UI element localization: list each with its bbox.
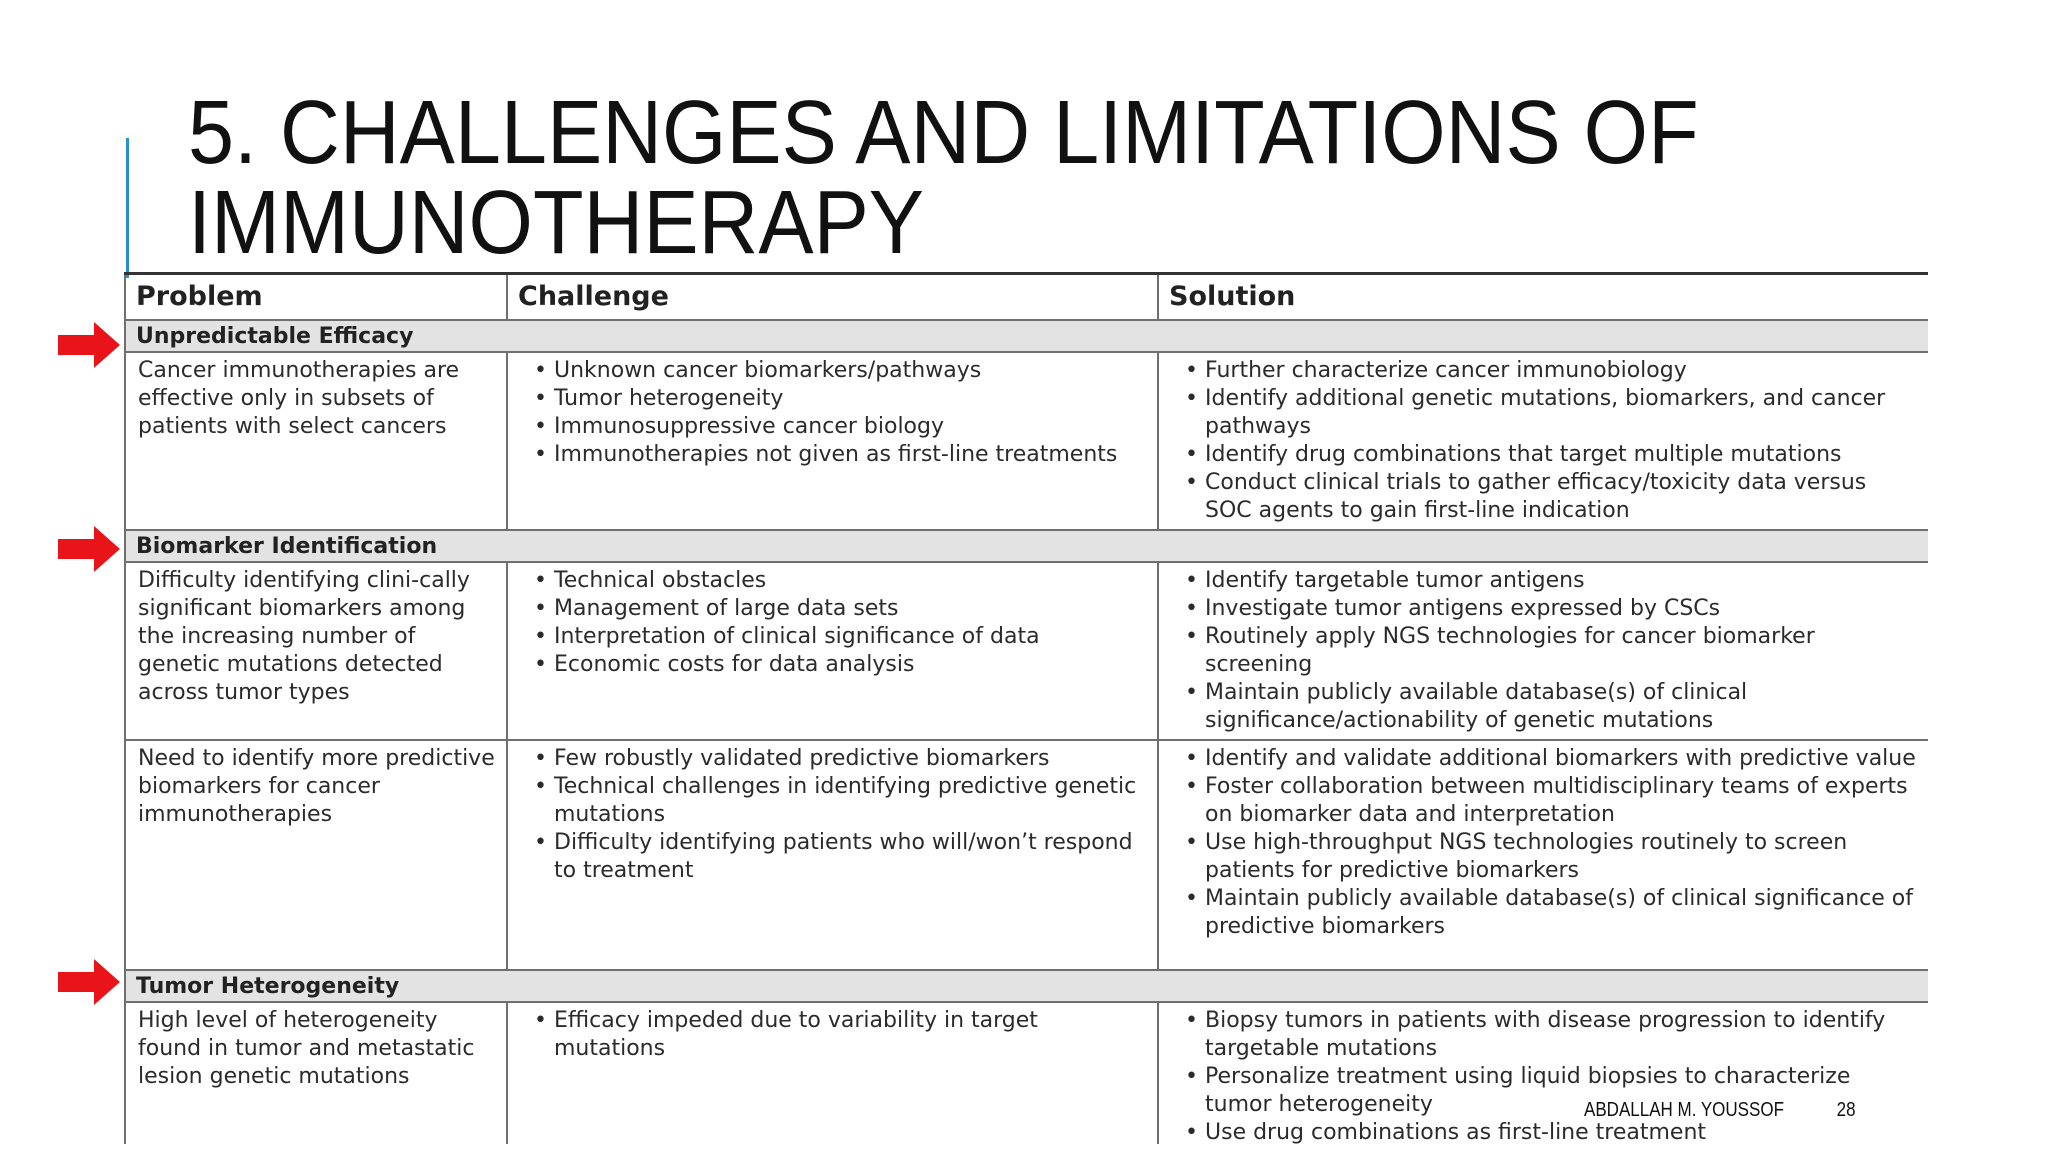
table-row xyxy=(125,562,1928,740)
header-solution: Solution xyxy=(1158,274,1928,320)
challenge-item: • Technical obstacles xyxy=(554,567,1147,595)
solution-item: • Foster collaboration between multidisciplinary teams of experts on biomarker data and interpretation xyxy=(1205,773,1918,829)
challenge-cell xyxy=(507,352,1158,530)
red-arrow-icon xyxy=(56,320,122,370)
challenge-item: • Technical challenges in identifying predictive genetic mutations xyxy=(554,773,1147,829)
slide-title-line-2: IMMUNOTHERAPY xyxy=(188,173,925,273)
solution-item: • Routinely apply NGS technologies for cancer biomarker screening xyxy=(1205,623,1918,679)
problem-cell: Cancer immunotherapies are effective only in subsets of patients with select cancers xyxy=(125,352,507,530)
challenge-list xyxy=(526,745,1147,885)
solution-item: • Identify drug combinations that target multiple mutations xyxy=(1205,441,1918,469)
challenge-item: • Difficulty identifying patients who will/won’t respond to treatment xyxy=(554,829,1147,885)
solution-item: • Biopsy tumors in patients with disease progression to identify targetable mutations xyxy=(1205,1007,1918,1063)
solution-item: • Use high-throughput NGS technologies routinely to screen patients for predictive biomarkers xyxy=(1205,829,1918,885)
table-row xyxy=(125,352,1928,530)
header-problem: Problem xyxy=(125,274,507,320)
solution-cell xyxy=(1158,352,1928,530)
solution-item: • Further characterize cancer immunobiology xyxy=(1205,357,1918,385)
problem-cell: Difficulty identifying clini-cally significant biomarkers among the increasing number of genetic mutations detected across tumor types xyxy=(125,562,507,740)
solution-item: • Maintain publicly available database(s) of clinical significance of predictive biomarkers xyxy=(1205,885,1918,941)
challenge-item: • Interpretation of clinical significance of data xyxy=(554,623,1147,651)
solution-cell xyxy=(1158,562,1928,740)
challenges-table xyxy=(124,272,1928,1144)
challenge-list xyxy=(526,357,1147,469)
problem-cell: Need to identify more predictive biomarkers for cancer immunotherapies xyxy=(125,740,507,970)
challenge-cell xyxy=(507,740,1158,970)
solution-item: • Identify additional genetic mutations, biomarkers, and cancer pathways xyxy=(1205,385,1918,441)
red-arrow-icon xyxy=(56,957,122,1007)
table-row xyxy=(125,740,1928,970)
challenge-cell xyxy=(507,562,1158,740)
table-header-row xyxy=(125,274,1928,320)
challenge-item: • Unknown cancer biomarkers/pathways xyxy=(554,357,1147,385)
header-challenge: Challenge xyxy=(507,274,1158,320)
footer-author: ABDALLAH M. YOUSSOF xyxy=(1584,1099,1784,1121)
red-arrow-icon xyxy=(56,524,122,574)
section-title: Unpredictable Efficacy xyxy=(125,320,1928,352)
challenge-item: • Immunosuppressive cancer biology xyxy=(554,413,1147,441)
section-row-tumor-heterogeneity xyxy=(125,970,1928,1002)
challenge-item: • Efficacy impeded due to variability in target mutations xyxy=(554,1007,1147,1063)
solution-item: • Investigate tumor antigens expressed by CSCs xyxy=(1205,595,1918,623)
solution-list xyxy=(1177,567,1918,735)
challenge-item: • Management of large data sets xyxy=(554,595,1147,623)
challenge-cell xyxy=(507,1002,1158,1145)
solution-item: • Identify targetable tumor antigens xyxy=(1205,567,1918,595)
challenge-list xyxy=(526,567,1147,679)
section-title: Biomarker Identification xyxy=(125,530,1928,562)
table-row xyxy=(125,1002,1928,1145)
solution-cell xyxy=(1158,1002,1928,1145)
solution-list xyxy=(1177,1007,1918,1145)
challenge-item: • Few robustly validated predictive biomarkers xyxy=(554,745,1147,773)
solution-item: • Maintain publicly available database(s) of clinical significance/actionability of genetic mutations xyxy=(1205,679,1918,735)
challenge-item: • Tumor heterogeneity xyxy=(554,385,1147,413)
solution-item: • Personalize treatment using liquid biopsies to characterize tumor heterogeneity xyxy=(1205,1063,1918,1119)
challenge-item: • Economic costs for data analysis xyxy=(554,651,1147,679)
section-title: Tumor Heterogeneity xyxy=(125,970,1928,1002)
challenge-item: • Immunotherapies not given as first-line treatments xyxy=(554,441,1147,469)
challenge-list xyxy=(526,1007,1147,1063)
slide-title-line-1: 5. CHALLENGES AND LIMITATIONS OF xyxy=(188,83,1699,183)
page-number: 28 xyxy=(1836,1099,1856,1121)
section-row-unpredictable-efficacy xyxy=(125,320,1928,352)
solution-cell xyxy=(1158,740,1928,970)
solution-item: • Conduct clinical trials to gather efficacy/toxicity data versus SOC agents to gain first-line indication xyxy=(1205,469,1918,525)
solution-item: • Use drug combinations as first-line treatment xyxy=(1205,1119,1918,1145)
solution-item: • Identify and validate additional biomarkers with predictive value xyxy=(1205,745,1918,773)
problem-cell: High level of heterogeneity found in tumor and metastatic lesion genetic mutations xyxy=(125,1002,507,1145)
solution-list xyxy=(1177,745,1918,941)
title-accent-bar xyxy=(126,138,129,278)
solution-list xyxy=(1177,357,1918,525)
slide-title xyxy=(188,83,1807,273)
section-row-biomarker-identification xyxy=(125,530,1928,562)
